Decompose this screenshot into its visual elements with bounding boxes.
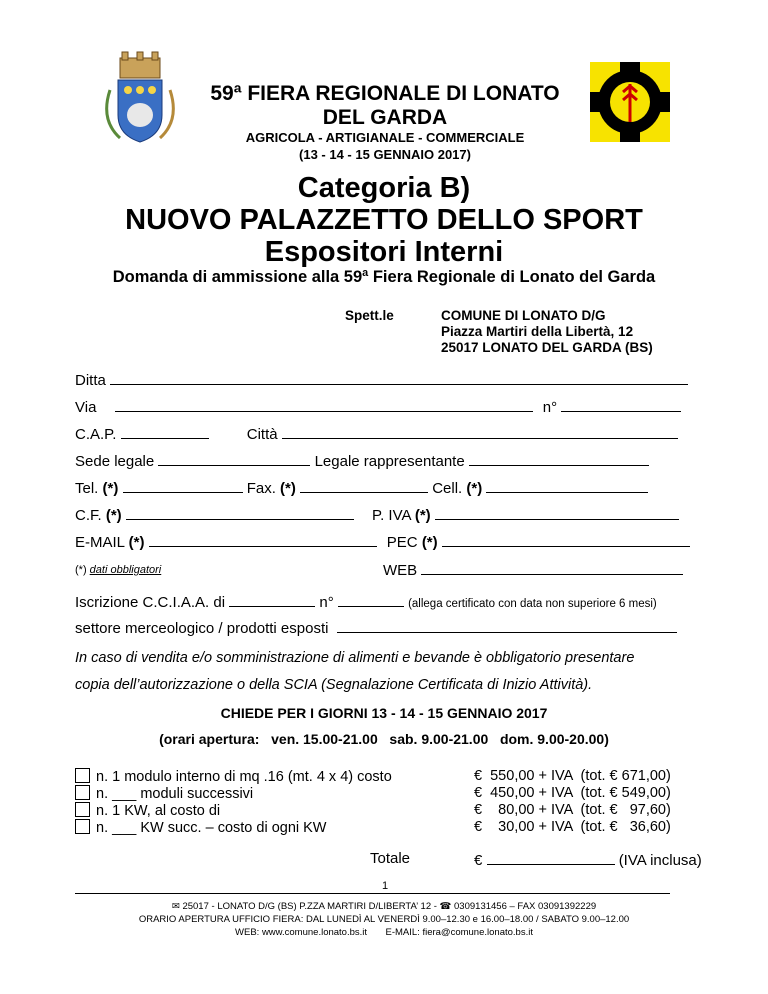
opening-hours: (orari apertura: ven. 15.00-21.00 sab. 9.00-21.00 dom. 9.00-20.00)	[159, 731, 609, 747]
cciaa-row: Iscrizione C.C.I.A.A. di n° (allega certificato con data non superiore 6 mesi)	[75, 594, 657, 611]
settore-row: settore merceologico / prodotti esposti	[75, 618, 677, 637]
cciaa-numero-field[interactable]	[338, 592, 404, 607]
total-row: € (IVA inclusa)	[474, 852, 702, 869]
piva-field[interactable]	[435, 505, 679, 520]
option-price: € 450,00 + IVA (tot. € 549,00)	[474, 785, 671, 801]
numero-field[interactable]	[561, 397, 681, 412]
category-heading: Categoria B) NUOVO PALAZZETTO DELLO SPORT Espositori Interni	[125, 172, 643, 268]
option-price: € 80,00 + IVA (tot. € 97,60)	[474, 802, 671, 818]
email-pec-row: E-MAIL (*) PEC (*)	[75, 532, 690, 551]
total-field[interactable]	[487, 850, 615, 865]
option-checkbox[interactable]	[75, 802, 90, 817]
cf-field[interactable]	[126, 505, 354, 520]
option-price: € 30,00 + IVA (tot. € 36,60)	[474, 819, 671, 835]
sede-legale-field[interactable]	[158, 451, 310, 466]
food-notice: In caso di vendita e/o somministrazione di alimenti e bevande è obbligatorio presentare copia dell’autorizzazione o della SCIA (Segnalazione Certificata di Inizio Attività).	[75, 650, 635, 693]
fair-dates: (13 - 14 - 15 GENNAIO 2017)	[299, 147, 471, 162]
request-days: CHIEDE PER I GIORNI 13 - 14 - 15 GENNAIO 2017	[220, 705, 548, 721]
footer: ✉ 25017 - LONATO D/G (BS) P.ZZA MARTIRI D/LIBERTA’ 12 - ☎ 0309131456 – FAX 03091392229 ORARIO APERTURA UFFICIO FIERA: DAL LUNEDÌ AL VENERDÌ 9.00–12.30 e 16.00–18.00 / SABATO 9.00–12.00 WEB: www.comune.lonato.bs.it E-MAIL: fiera@comune.lonato.bs.it	[138, 901, 630, 938]
option-row: n. 1 KW, al costo di	[75, 802, 220, 819]
option-price: € 550,00 + IVA (tot. € 671,00)	[474, 768, 671, 784]
sede-row: Sede legale Legale rappresentante	[75, 451, 649, 470]
mail-icon: ✉	[171, 901, 180, 912]
tel-field[interactable]	[123, 478, 243, 493]
option-checkbox[interactable]	[75, 785, 90, 800]
via-field[interactable]	[115, 397, 533, 412]
citta-field[interactable]	[282, 424, 678, 439]
fair-title: 59ª FIERA REGIONALE DI LONATO DEL GARDA	[210, 82, 560, 129]
ditta-field[interactable]	[110, 370, 688, 385]
option-checkbox[interactable]	[75, 768, 90, 783]
page-number: 1	[381, 880, 389, 892]
coat-of-arms-icon	[100, 50, 180, 150]
option-row: n. ___ KW succ. – costo di ogni KW	[75, 819, 327, 836]
cf-piva-row: C.F. (*) P. IVA (*)	[75, 505, 679, 524]
fax-field[interactable]	[300, 478, 428, 493]
contacts-row: Tel. (*) Fax. (*) Cell. (*)	[75, 478, 648, 497]
option-row: n. ___ moduli successivi	[75, 785, 253, 802]
footer-divider	[75, 893, 670, 894]
recipient-address: COMUNE DI LONATO D/G Piazza Martiri della Libertà, 12 25017 LONATO DEL GARDA (BS)	[441, 308, 653, 355]
pec-field[interactable]	[442, 532, 690, 547]
web-row: WEB	[383, 560, 683, 579]
legale-rappresentante-field[interactable]	[469, 451, 649, 466]
total-label: Totale	[370, 850, 411, 867]
cell-field[interactable]	[486, 478, 648, 493]
option-row: n. 1 modulo interno di mq .16 (mt. 4 x 4) costo	[75, 768, 392, 785]
recipient-salutation: Spett.le	[345, 308, 394, 323]
via-row: Via n°	[75, 397, 681, 416]
required-note: (*) dati obbligatori	[75, 564, 162, 576]
ditta-row: Ditta	[75, 370, 688, 389]
cap-citta-row: C.A.P. Città	[75, 424, 678, 443]
cap-field[interactable]	[121, 424, 209, 439]
web-field[interactable]	[421, 560, 683, 575]
option-checkbox[interactable]	[75, 819, 90, 834]
fair-subtitle: AGRICOLA - ARTIGIANALE - COMMERCIALE	[245, 130, 525, 145]
settore-field[interactable]	[337, 618, 677, 633]
cciaa-field[interactable]	[229, 592, 315, 607]
fair-logo-icon	[590, 62, 670, 142]
application-title: Domanda di ammissione alla 59ª Fiera Regionale di Lonato del Garda	[112, 268, 656, 286]
email-field[interactable]	[149, 532, 377, 547]
